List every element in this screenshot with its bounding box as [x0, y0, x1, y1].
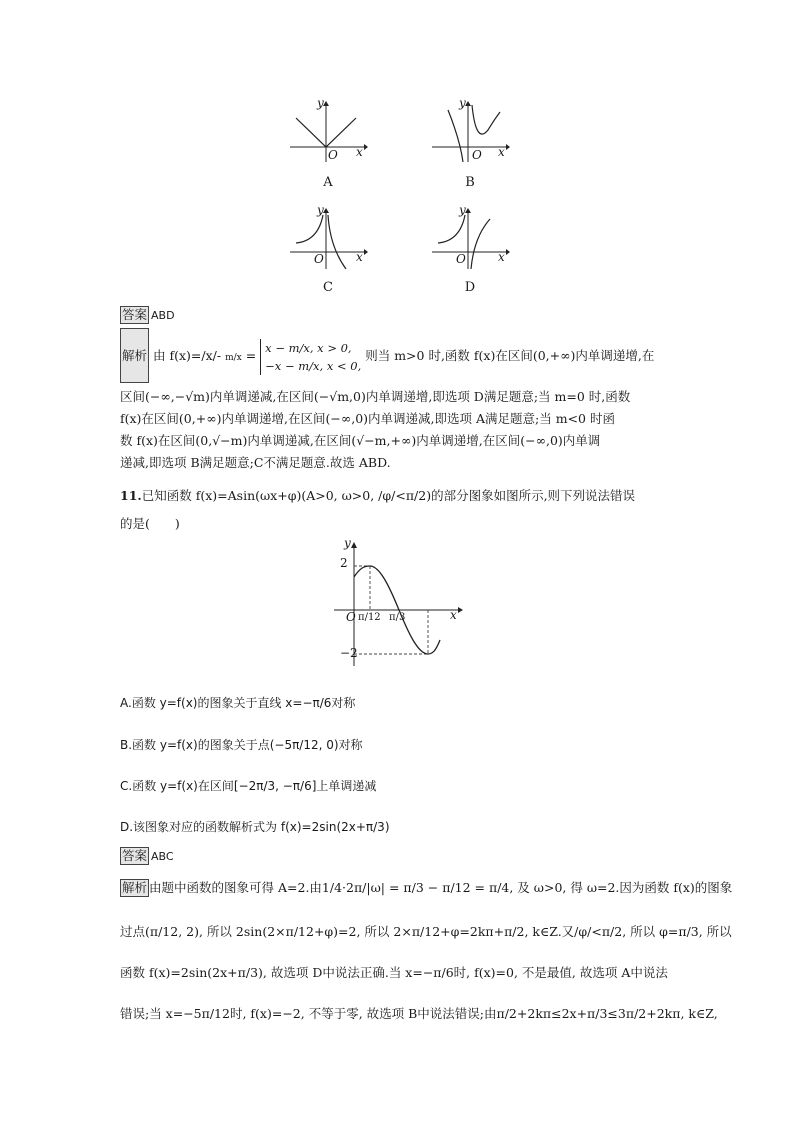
q10-case-2: −x − m/x, x < 0,: [265, 358, 362, 373]
x-axis-label: x: [498, 250, 505, 264]
origin-label: O: [472, 148, 482, 162]
q10-case-1: x − m/x, x > 0,: [265, 340, 352, 355]
answer-tag: 答案: [122, 848, 148, 863]
y-tick-bottom: −2: [340, 646, 358, 660]
q11-analysis-line1: [120, 878, 732, 898]
x-tick-pi-3: π/3: [389, 612, 406, 623]
q10-analysis-line1: [120, 328, 654, 383]
q10-analysis-line3: f(x)在区间(0,+∞)内单调递增,在区间(−∞,0)内单调递减,即选项 A满足题意;当 m<0 时函: [120, 411, 615, 426]
q10-piecewise: [260, 339, 361, 375]
analysis-tag: 解析: [122, 880, 148, 895]
y-axis-label: y: [459, 96, 466, 110]
y-axis-label: y: [459, 203, 466, 217]
q11-stem-line2: 的是( ): [120, 516, 180, 531]
q10-answer-row: [120, 305, 175, 326]
x-tick-pi-12: π/12: [358, 612, 381, 623]
q11-answer-row: [120, 846, 174, 867]
graph-d-label: D: [464, 280, 476, 295]
graph-c-label: C: [323, 280, 333, 295]
q11-stem1: 已知函数 f(x)=Asin(ωx+φ)(A>0, ω>0, /φ/<π/2)的部分图象如图所示,则下列说法错误: [141, 488, 636, 503]
x-axis-label: x: [356, 250, 363, 264]
x-axis-label: x: [356, 145, 363, 159]
q10-analysis-line4: 数 f(x)在区间(0,√−m)内单调递减,在区间(√−m,+∞)内单调递增,在区间(−∞,0)内单调: [120, 433, 601, 448]
q10-analysis-line5: 递减,即选项 B满足题意;C不满足题意.故选 ABD.: [120, 455, 391, 470]
x-axis-label: x: [498, 145, 505, 159]
graph-a-label: A: [323, 175, 333, 190]
origin-label: O: [328, 148, 338, 162]
q11-analysis-line2: 过点(π/12, 2), 所以 2sin(2×π/12+φ)=2, 所以 2×π/12+φ=2kπ+π/2, k∈Z.又/φ/<π/2, 所以 φ=π/3, 所以: [120, 924, 732, 939]
origin-label: O: [456, 252, 466, 266]
q10-line1-frac: m/x: [225, 353, 242, 363]
q11-number: 11.: [120, 488, 142, 503]
q11-option-b: B.函数 y=f(x)的图象关于点(−5π/12, 0)对称: [120, 738, 363, 752]
q11-analysis-text1: 由题中函数的图象可得 A=2.由1/4·2π/|ω| = π/3 − π/12 = π/4, 及 ω>0, 得 ω=2.因为函数 f(x)的图象: [149, 880, 733, 895]
origin-label: O: [346, 610, 356, 624]
analysis-tag: 解析: [120, 328, 149, 383]
graph-c: [288, 203, 368, 272]
graph-a: [288, 96, 368, 165]
q10-analysis-line2: 区间(−∞,−√m)内单调递减,在区间(−√m,0)内单调递增,即选项 D满足题意;当 m=0 时,函数: [120, 389, 631, 404]
origin-label: O: [314, 252, 324, 266]
q11-option-c: C.函数 y=f(x)在区间[−2π/3, −π/6]上单调递减: [120, 779, 377, 793]
graph-b: [430, 96, 510, 165]
q10-answer: ABD: [151, 309, 175, 322]
y-axis-label: y: [317, 203, 324, 217]
y-tick-top: 2: [340, 556, 348, 570]
q10-line1-pre: 由 f(x)=/x/-: [153, 348, 222, 363]
q11-answer: ABC: [151, 850, 174, 863]
q11-analysis-line4: 错误;当 x=−5π/12时, f(x)=−2, 不等于零, 故选项 B中说法错误;由π/2+2kπ≤2x+π/3≤3π/2+2kπ, k∈Z,: [120, 1006, 718, 1021]
q10-line1-post: 则当 m>0 时,函数 f(x)在区间(0,+∞)内单调递增,在: [365, 348, 655, 363]
graph-d: [430, 203, 510, 272]
y-axis-label: y: [344, 536, 351, 550]
q11-analysis-line3: 函数 f(x)=2sin(2x+π/3), 故选项 D中说法正确.当 x=−π/6时, f(x)=0, 不是最值, 故选项 A中说法: [120, 965, 668, 980]
y-axis-label: y: [317, 96, 324, 110]
q11-option-a: A.函数 y=f(x)的图象关于直线 x=−π/6对称: [120, 696, 356, 710]
q11-sine-graph: [332, 536, 467, 670]
x-axis-label: x: [450, 608, 457, 622]
q10-line1-eq: =: [245, 348, 257, 363]
answer-tag: 答案: [122, 307, 148, 322]
q11-option-d: D.该图象对应的函数解析式为 f(x)=2sin(2x+π/3): [120, 820, 390, 834]
graph-b-label: B: [465, 175, 475, 190]
q11-stem-line1: [120, 486, 635, 506]
